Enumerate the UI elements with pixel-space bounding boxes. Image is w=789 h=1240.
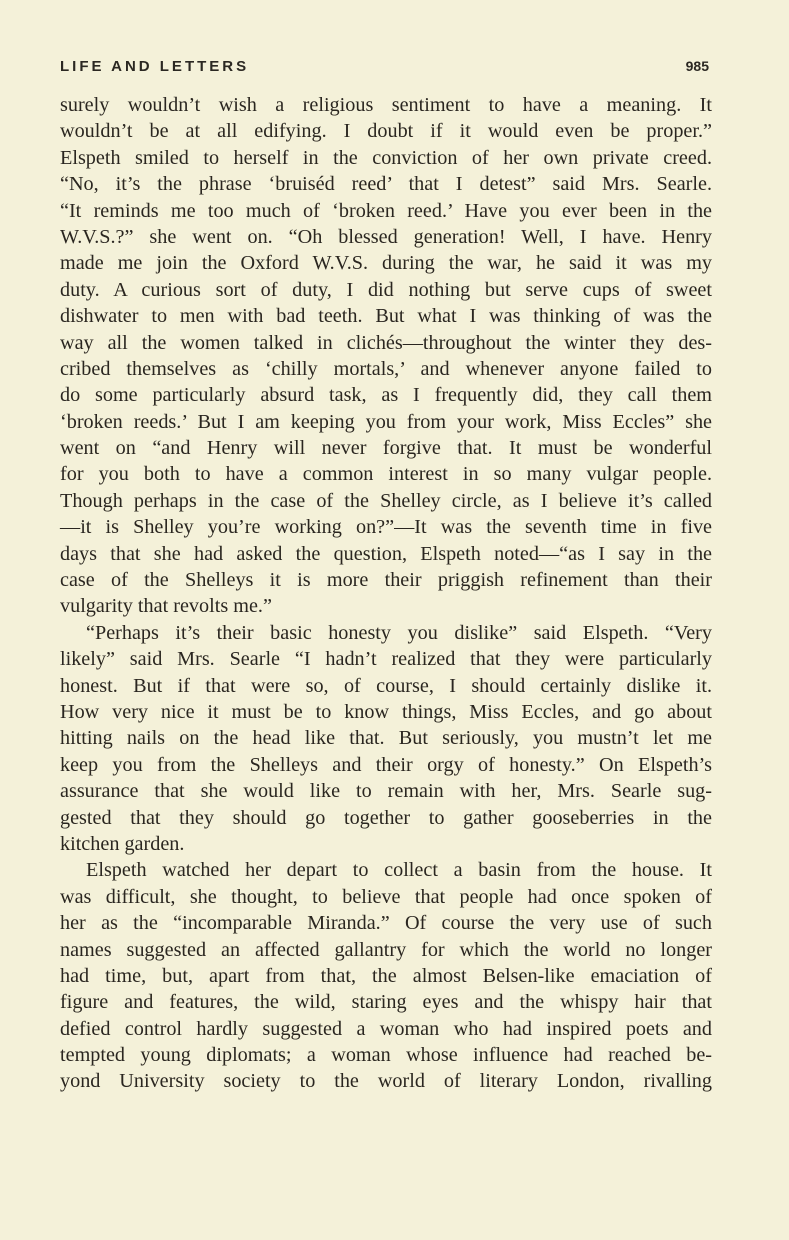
text-line: wouldn’t be at all edifying. I doubt if it would even be proper.” xyxy=(60,120,712,143)
text-line: defied control hardly suggested a woman who had inspired poets and xyxy=(60,1017,712,1040)
text-line: —it is Shelley you’re working on?”—It was the seventh time in five xyxy=(60,516,712,539)
text-line: had time, but, apart from that, the almost Belsen-like emaciation of xyxy=(60,964,712,987)
text-line: Elspeth watched her depart to collect a basin from the house. It xyxy=(86,859,712,882)
text-line: kitchen garden. xyxy=(60,832,185,855)
running-title: LIFE AND LETTERS xyxy=(60,58,250,75)
text-line: duty. A curious sort of duty, I did nothing but serve cups of sweet xyxy=(60,278,712,301)
text-line: surely wouldn’t wish a religious sentiment to have a meaning. It xyxy=(60,94,712,116)
text-line: made me join the Oxford W.V.S. during the war, he said it was my xyxy=(60,252,712,275)
text-line: went on “and Henry will never forgive that. It must be wonderful xyxy=(60,437,712,460)
text-line: case of the Shelleys it is more their priggish refinement than their xyxy=(60,569,712,592)
text-line: for you both to have a common interest in so many vulgar people. xyxy=(60,463,712,486)
text-line: days that she had asked the question, Elspeth noted—“as I say in the xyxy=(60,542,712,565)
text-line: was difficult, she thought, to believe that people had once spoken of xyxy=(60,885,712,908)
text-line: assurance that she would like to remain with her, Mrs. Searle sug- xyxy=(60,780,712,803)
text-line: ‘broken reeds.’ But I am keeping you from your work, Miss Eccles” she xyxy=(60,410,712,433)
running-header xyxy=(60,58,709,75)
text-line: dishwater to men with bad teeth. But what I was thinking of was the xyxy=(60,305,712,328)
text-line: likely” said Mrs. Searle “I hadn’t realized that they were particularly xyxy=(60,648,712,671)
text-line: do some particularly absurd task, as I frequently did, they call them xyxy=(60,384,712,407)
text-line: vulgarity that revolts me.” xyxy=(60,595,272,618)
text-line: Though perhaps in the case of the Shelley circle, as I believe it’s called xyxy=(60,489,712,512)
text-line: names suggested an affected gallantry for which the world no longer xyxy=(60,938,712,961)
text-line: honest. But if that were so, of course, I should certainly dislike it. xyxy=(60,674,712,697)
text-line: W.V.S.?” she went on. “Oh blessed generation! Well, I have. Henry xyxy=(60,225,712,248)
text-line: tempted young diplomats; a woman whose influence had reached be- xyxy=(60,1044,712,1067)
text-line: gested that they should go together to gather gooseberries in the xyxy=(60,806,712,829)
text-line: “Perhaps it’s their basic honesty you dislike” said Elspeth. “Very xyxy=(86,621,712,644)
text-line: figure and features, the wild, staring eyes and the whispy hair that xyxy=(60,991,712,1014)
page-number: 985 xyxy=(685,58,709,74)
text-line: her as the “incomparable Miranda.” Of course the very use of such xyxy=(60,912,712,935)
text-line: How very nice it must be to know things, Miss Eccles, and go about xyxy=(60,700,712,723)
text-line: hitting nails on the head like that. But seriously, you mustn’t let me xyxy=(60,727,712,750)
body-text xyxy=(60,92,712,1095)
text-line: “No, it’s the phrase ‘bruiséd reed’ that I detest” said Mrs. Searle. xyxy=(60,173,712,196)
text-line: “It reminds me too much of ‘broken reed.’ Have you ever been in the xyxy=(60,199,712,222)
text-line: keep you from the Shelleys and their orgy of honesty.” On Elspeth’s xyxy=(60,753,712,776)
text-line: Elspeth smiled to herself in the conviction of her own private creed. xyxy=(60,146,712,169)
text-line: cribed themselves as ‘chilly mortals,’ and whenever anyone failed to xyxy=(60,357,712,380)
text-line: way all the women talked in clichés—throughout the winter they des- xyxy=(60,331,712,354)
text-line: yond University society to the world of literary London, rivalling xyxy=(60,1070,712,1093)
